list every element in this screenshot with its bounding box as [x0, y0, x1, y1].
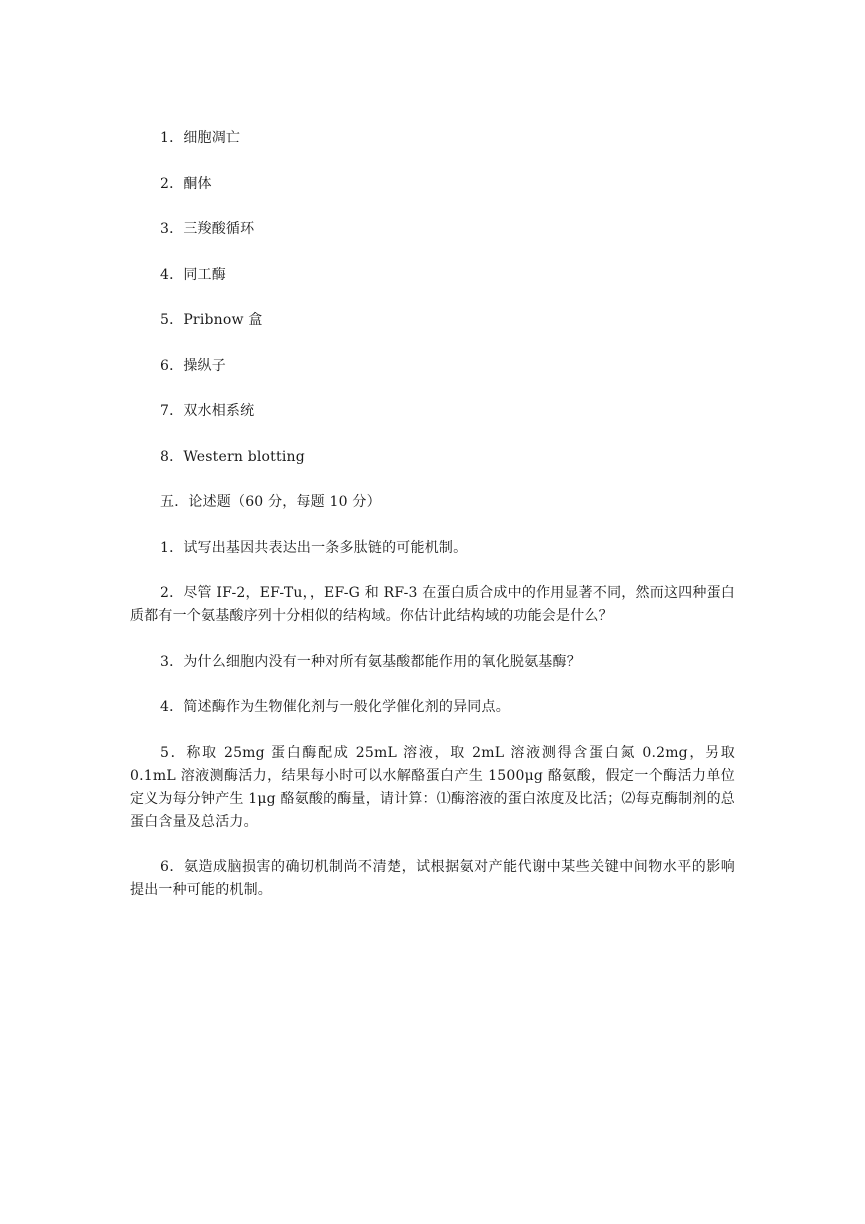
separator: ． [169, 539, 184, 556]
separator: ． [169, 357, 184, 374]
separator: ． [169, 312, 184, 328]
term-item-6 [130, 355, 735, 378]
question-item-5 [130, 742, 735, 834]
term-number: 5 [160, 312, 170, 328]
separator: ． [169, 448, 184, 465]
question-item-6 [130, 856, 735, 902]
term-text: 操纵子 [183, 357, 226, 374]
separator: ． [169, 859, 184, 875]
term-text: 三羧酸循环 [183, 221, 255, 237]
section-heading: 五．论述题（60 分，每题 10 分） [160, 494, 381, 510]
question-text: 尽管 IF-2，EF-Tu，，EF-G 和 RF-3 在蛋白质合成中的作用显著不同，然而这四种蛋白质都有一个氨基酸序列十分相似的结构域。你估计此结构域的功能会是什么？ [130, 585, 735, 624]
term-text: 细胞凋亡 [183, 130, 241, 146]
separator: ． [169, 653, 184, 670]
question-item-2 [130, 582, 735, 628]
question-text: 称取 25mg 蛋白酶配成 25mL 溶液，取 2mL 溶液测得含蛋白氮 0.2mg，另取 0.1mL 溶液测酶活力，结果每小时可以水解酪蛋白产生 1500μg 酪氨酸，假定一个酶活力单位定义为每分钟产生 1μg 酪氨酸的酶量，请计算：⑴酶溶液的蛋白浓度及比活；⑵每克酶制剂的总蛋白含量及总活力。 [130, 744, 735, 830]
document-body [130, 127, 735, 925]
term-number: 1 [160, 130, 170, 146]
term-text: 同工酶 [183, 266, 226, 283]
question-number: 5 [160, 744, 170, 761]
question-number: 4 [160, 699, 170, 715]
term-item-5 [130, 309, 735, 332]
separator: ． [169, 744, 187, 761]
separator: ． [169, 585, 184, 601]
term-item-3 [130, 218, 735, 241]
separator: ． [169, 221, 184, 237]
term-item-8 [130, 446, 735, 469]
term-number: 8 [160, 448, 170, 465]
question-text: 简述酶作为生物催化剂与一般化学催化剂的异同点。 [183, 699, 510, 715]
question-item-3 [130, 651, 735, 674]
term-number: 3 [160, 221, 170, 237]
term-number: 2 [160, 175, 170, 192]
separator: ． [169, 403, 184, 419]
term-number: 4 [160, 266, 170, 283]
term-item-4 [130, 264, 735, 287]
separator: ． [169, 175, 184, 192]
question-text: 为什么细胞内没有一种对所有氨基酸都能作用的氧化脱氨基酶？ [183, 653, 581, 670]
question-text: 试写出基因共表达出一条多肽链的可能机制。 [183, 539, 468, 556]
term-item-7 [130, 400, 735, 423]
question-number: 3 [160, 653, 170, 670]
question-number: 2 [160, 585, 170, 601]
question-item-1 [130, 537, 735, 560]
question-number: 1 [160, 539, 170, 556]
term-text: 双水相系统 [183, 403, 255, 419]
term-item-2 [130, 173, 735, 196]
question-item-4 [130, 696, 735, 719]
separator: ． [169, 130, 184, 146]
term-number: 7 [160, 403, 170, 419]
term-text: Pribnow 盒 [183, 312, 263, 328]
term-text: 酮体 [183, 175, 212, 192]
separator: ． [169, 699, 184, 715]
term-number: 6 [160, 357, 170, 374]
separator: ． [169, 266, 184, 283]
question-number: 6 [160, 859, 170, 875]
term-item-1 [130, 127, 735, 150]
question-text: 氨造成脑损害的确切机制尚不清楚，试根据氨对产能代谢中某些关键中间物水平的影响提出一种可能的机制。 [130, 859, 735, 898]
term-text: Western blotting [183, 448, 305, 465]
